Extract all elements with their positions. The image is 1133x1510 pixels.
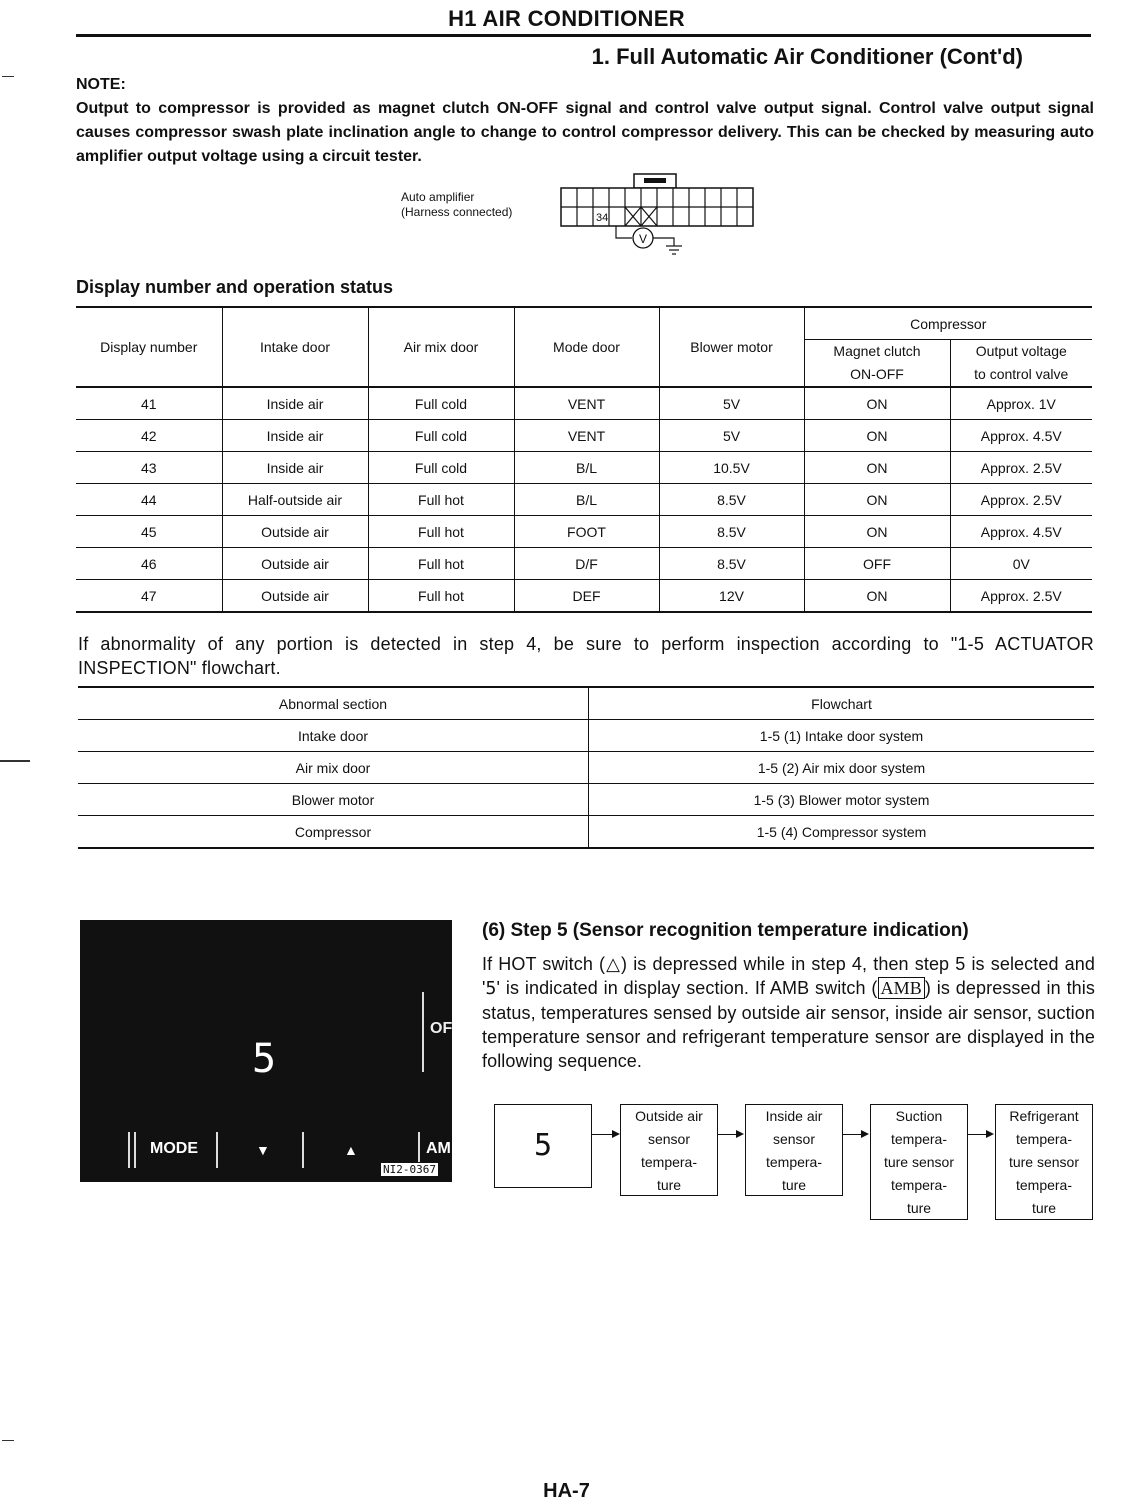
col-abnormal-section: Abnormal section [78, 687, 589, 720]
cell-air-mix-door: Full cold [368, 452, 514, 484]
cell-output-voltage: Approx. 4.5V [950, 516, 1092, 548]
flow-step-line: tempera- [890, 1131, 948, 1147]
cell-magnet-clutch: ON [804, 484, 950, 516]
step5-text-part2: ' is indicated in display section. If AMB switch ( [496, 978, 878, 998]
cell-blower-motor: 10.5V [659, 452, 804, 484]
flow-step-line: tempera- [1015, 1131, 1073, 1147]
cell-output-voltage: Approx. 1V [950, 387, 1092, 420]
flow-step-refrigerant [995, 1104, 1093, 1220]
cell-air-mix-door: Full hot [368, 516, 514, 548]
cell-display-number: 45 [76, 516, 222, 548]
cell-abnormal-section: Intake door [78, 720, 589, 752]
flow-step-line: ture [656, 1177, 682, 1193]
flow-step-line: ture [781, 1177, 807, 1193]
cell-intake-door: Inside air [222, 387, 368, 420]
flow-step-outside-air [620, 1104, 718, 1196]
page-subtitle: 1. Full Automatic Air Conditioner (Cont'd) [591, 44, 1023, 69]
cell-magnet-clutch: ON [804, 452, 950, 484]
note-text: Output to compressor is provided as magnet clutch ON-OFF signal and control valve output signal. Control valve output signal causes compressor swash plate inclination angle to change to control compressor delivery. This can be checked by measuring auto amplifier output voltage using a circuit tester. [76, 100, 1094, 165]
arrow-right-icon [736, 1130, 744, 1138]
cell-magnet-clutch: ON [804, 580, 950, 613]
cell-abnormal-section: Compressor [78, 816, 589, 849]
cell-output-voltage: Approx. 2.5V [950, 580, 1092, 613]
col-magnet-clutch [804, 340, 950, 388]
cell-display-number: 42 [76, 420, 222, 452]
col-magnet-clutch-l1: Magnet clutch [833, 343, 921, 359]
cell-air-mix-door: Full hot [368, 484, 514, 516]
cell-intake-door: Inside air [222, 452, 368, 484]
flow-step-line: tempera- [765, 1154, 823, 1170]
flowchart-table [78, 686, 1094, 849]
flow-arrow [717, 1134, 737, 1135]
divider [302, 1132, 304, 1168]
flow-step-line: sensor [772, 1131, 816, 1147]
connector-label-line2: (Harness connected) [401, 205, 513, 219]
cell-intake-door: Outside air [222, 516, 368, 548]
cell-flowchart: 1-5 (1) Intake door system [589, 720, 1095, 752]
table-row [78, 784, 1094, 816]
margin-tick [0, 760, 30, 762]
table-row [76, 580, 1092, 613]
table-row [76, 387, 1092, 420]
flow-step-inside-air [745, 1104, 843, 1196]
cell-mode-door: DEF [514, 580, 659, 613]
col-mode-door: Mode door [514, 307, 659, 387]
cell-magnet-clutch: ON [804, 387, 950, 420]
cell-blower-motor: 5V [659, 420, 804, 452]
connector-label-line1: Auto amplifier [401, 190, 475, 204]
cell-mode-door: VENT [514, 420, 659, 452]
connector-label [401, 190, 512, 220]
section-heading: Display number and operation status [76, 277, 394, 297]
arrow-right-icon [861, 1130, 869, 1138]
col-flowchart: Flowchart [589, 687, 1095, 720]
amb-switch-label: AMB [878, 977, 925, 999]
cell-flowchart: 1-5 (3) Blower motor system [589, 784, 1095, 816]
step5-text [482, 952, 1095, 1073]
flow-arrow [591, 1134, 613, 1135]
flow-step-suction [870, 1104, 968, 1220]
flow-step-line: Outside air [635, 1108, 703, 1124]
display-am-label: AM [426, 1140, 451, 1157]
table-row [78, 752, 1094, 784]
flow-step-line: Inside air [765, 1108, 823, 1124]
cell-abnormal-section: Blower motor [78, 784, 589, 816]
abnormality-text: If abnormality of any portion is detected in step 4, be sure to perform inspection according to "1-5 ACTUATOR INSPECTION" flowchart. [78, 634, 1094, 678]
arrow-right-icon [612, 1130, 620, 1138]
display-off-label: OF [430, 1020, 453, 1037]
cell-mode-door: VENT [514, 387, 659, 420]
col-output-voltage-l2: to control valve [974, 366, 1069, 382]
col-compressor: Compressor [804, 307, 1092, 340]
step5-text-part3: ) is depressed in this status, temperatures sensed by outside air sensor, inside air sensor, suction temperature sensor and refrigerant temperature sensor are displayed in the following sequence. [482, 978, 1095, 1071]
cell-display-number: 47 [76, 580, 222, 613]
note-label: NOTE: [76, 76, 126, 93]
cell-intake-door: Inside air [222, 420, 368, 452]
flow-step-line: ture [1031, 1200, 1057, 1216]
page-number: HA-7 [543, 1480, 590, 1502]
cell-mode-door: D/F [514, 548, 659, 580]
display-panel-photo [80, 920, 452, 1182]
down-arrow-icon: ▼ [256, 1142, 270, 1158]
cell-intake-door: Outside air [222, 580, 368, 613]
flow-step-line: ture sensor [1008, 1154, 1080, 1170]
cell-output-voltage: Approx. 2.5V [950, 484, 1092, 516]
table-row [78, 720, 1094, 752]
col-output-voltage-l1: Output voltage [975, 343, 1067, 359]
step5-text-part1: If HOT switch (△) is depressed while in step 4, then step 5 is selected and ' [482, 954, 1095, 998]
flow-step-line: tempera- [890, 1177, 948, 1193]
cell-air-mix-door: Full hot [368, 580, 514, 613]
cell-output-voltage: Approx. 2.5V [950, 452, 1092, 484]
divider [422, 992, 424, 1072]
divider [128, 1132, 130, 1168]
flow-step-line: ture [906, 1200, 932, 1216]
cell-blower-motor: 8.5V [659, 484, 804, 516]
cell-blower-motor: 8.5V [659, 516, 804, 548]
col-intake-door: Intake door [222, 307, 368, 387]
cell-mode-door: B/L [514, 452, 659, 484]
flow-display-box: 5 [494, 1104, 592, 1188]
flow-step-line: Refrigerant [1009, 1108, 1079, 1124]
cell-abnormal-section: Air mix door [78, 752, 589, 784]
divider [216, 1132, 218, 1168]
col-blower-motor: Blower motor [659, 307, 804, 387]
voltmeter-label: V [639, 232, 648, 246]
connector-diagram [556, 172, 756, 262]
cell-flowchart: 1-5 (2) Air mix door system [589, 752, 1095, 784]
col-air-mix-door: Air mix door [368, 307, 514, 387]
table-row [76, 548, 1092, 580]
header-rule [76, 34, 1091, 37]
figure-code: NI2-0367 [380, 1162, 439, 1177]
flow-step-line: Suction [895, 1108, 943, 1124]
col-magnet-clutch-l2: ON-OFF [850, 366, 904, 382]
col-display-number: Display number [76, 307, 222, 387]
flow-step-line: ture sensor [883, 1154, 955, 1170]
display-digit: 5 [252, 1036, 277, 1082]
col-output-voltage [950, 340, 1092, 388]
mode-label: MODE [150, 1140, 198, 1157]
table-row [78, 816, 1094, 849]
cell-magnet-clutch: ON [804, 516, 950, 548]
display-status-table [76, 306, 1092, 613]
cell-display-number: 46 [76, 548, 222, 580]
cell-mode-door: B/L [514, 484, 659, 516]
cell-output-voltage: 0V [950, 548, 1092, 580]
connector-pin-label: 34 [596, 212, 609, 224]
flow-arrow [967, 1134, 987, 1135]
arrow-right-icon [986, 1130, 994, 1138]
step5-digit: 5 [485, 978, 497, 999]
step5-heading: (6) Step 5 (Sensor recognition temperature indication) [482, 920, 969, 941]
flow-arrow [842, 1134, 862, 1135]
cell-blower-motor: 12V [659, 580, 804, 613]
ground-icon [666, 246, 682, 254]
cell-blower-motor: 5V [659, 387, 804, 420]
cell-intake-door: Half-outside air [222, 484, 368, 516]
margin-tick [2, 76, 14, 77]
cell-display-number: 41 [76, 387, 222, 420]
cell-output-voltage: Approx. 4.5V [950, 420, 1092, 452]
cell-display-number: 43 [76, 452, 222, 484]
cell-intake-door: Outside air [222, 548, 368, 580]
cell-magnet-clutch: ON [804, 420, 950, 452]
flow-step-line: tempera- [1015, 1177, 1073, 1193]
cell-flowchart: 1-5 (4) Compressor system [589, 816, 1095, 849]
table-row [76, 420, 1092, 452]
table-row [76, 516, 1092, 548]
cell-blower-motor: 8.5V [659, 548, 804, 580]
cell-display-number: 44 [76, 484, 222, 516]
cell-air-mix-door: Full cold [368, 387, 514, 420]
table-row [76, 484, 1092, 516]
table-row [76, 452, 1092, 484]
flow-step-line: sensor [647, 1131, 691, 1147]
page-title: H1 AIR CONDITIONER [448, 6, 685, 31]
cell-mode-door: FOOT [514, 516, 659, 548]
cell-magnet-clutch: OFF [804, 548, 950, 580]
up-arrow-icon: ▲ [344, 1142, 358, 1158]
divider [134, 1132, 136, 1168]
flow-step-line: tempera- [640, 1154, 698, 1170]
margin-tick [2, 1440, 14, 1441]
cell-air-mix-door: Full cold [368, 420, 514, 452]
cell-air-mix-door: Full hot [368, 548, 514, 580]
